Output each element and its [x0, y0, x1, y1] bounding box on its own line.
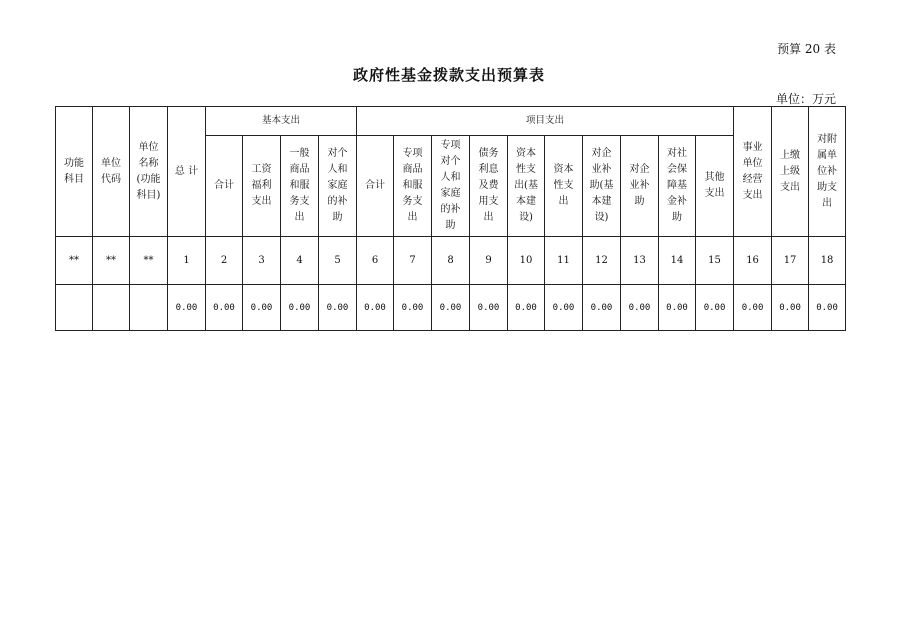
data-cell: 0.00: [394, 285, 432, 331]
header-unit-name: 单位 名称 (功能 科目): [130, 107, 168, 237]
index-cell: 11: [545, 237, 583, 285]
header-remit-superior: 上缴 上级 支出: [772, 107, 809, 237]
data-cell: [93, 285, 130, 331]
index-cell: 4: [281, 237, 319, 285]
unit-label: 单位：万元: [775, 92, 836, 106]
header-subsidiary-subsidy: 对附 属单 位补 助支 出: [809, 107, 846, 237]
header-project-capital: 资本 性支 出: [545, 136, 583, 237]
data-cell: 0.00: [281, 285, 319, 331]
index-cell: 14: [659, 237, 696, 285]
header-institution-operating: 事业 单位 经营 支出: [734, 107, 772, 237]
form-number: 预算 20 表: [777, 42, 836, 56]
header-unit-code: 单位 代码: [93, 107, 130, 237]
header-basic-expenditure: 基本支出: [206, 107, 357, 136]
data-cell: 0.00: [659, 285, 696, 331]
header-basic-wages: 工资 福利 支出: [243, 136, 281, 237]
header-project-debt-interest: 债务 利息 及费 用支 出: [470, 136, 508, 237]
data-cell: 0.00: [734, 285, 772, 331]
index-cell: 1: [168, 237, 206, 285]
data-cell: 0.00: [206, 285, 243, 331]
data-cell: 0.00: [696, 285, 734, 331]
header-project-enterprise-construction: 对企 业补 助(基 本建 设): [583, 136, 621, 237]
index-cell: 13: [621, 237, 659, 285]
data-cell: 0.00: [357, 285, 394, 331]
index-cell: 5: [319, 237, 357, 285]
header-project-special-household: 专项 对个 人和 家庭 的补 助: [432, 136, 470, 237]
header-project-subtotal: 合计: [357, 136, 394, 237]
data-cell: 0.00: [809, 285, 846, 331]
index-cell: 10: [508, 237, 545, 285]
header-project-social-security: 对社 会保 障基 金补 助: [659, 136, 696, 237]
index-cell: 7: [394, 237, 432, 285]
index-cell: **: [93, 237, 130, 285]
data-cell: [130, 285, 168, 331]
index-cell: 18: [809, 237, 846, 285]
header-basic-goods-services: 一般 商品 和服 务支 出: [281, 136, 319, 237]
index-cell: 16: [734, 237, 772, 285]
data-cell: 0.00: [583, 285, 621, 331]
header-project-enterprise-subsidy: 对企 业补 助: [621, 136, 659, 237]
header-basic-household-subsidy: 对个 人和 家庭 的补 助: [319, 136, 357, 237]
index-cell: 12: [583, 237, 621, 285]
index-cell: **: [130, 237, 168, 285]
index-cell: 9: [470, 237, 508, 285]
index-cell: **: [56, 237, 93, 285]
index-cell: 17: [772, 237, 809, 285]
data-cell: 0.00: [432, 285, 470, 331]
header-project-other: 其他 支出: [696, 136, 734, 237]
data-cell: 0.00: [319, 285, 357, 331]
data-cell: 0.00: [243, 285, 281, 331]
index-cell: 8: [432, 237, 470, 285]
index-cell: 3: [243, 237, 281, 285]
page-title: 政府性基金拨款支出预算表: [352, 66, 545, 84]
data-cell: 0.00: [508, 285, 545, 331]
index-cell: 6: [357, 237, 394, 285]
header-project-special-goods: 专项 商品 和服 务支 出: [394, 136, 432, 237]
budget-table: [55, 106, 846, 331]
data-cell: 0.00: [168, 285, 206, 331]
header-total: 总 计: [168, 107, 206, 237]
data-cell: 0.00: [621, 285, 659, 331]
index-cell: 15: [696, 237, 734, 285]
data-cell: 0.00: [470, 285, 508, 331]
table-row: [56, 285, 846, 331]
header-project-expenditure: 项目支出: [357, 107, 734, 136]
index-cell: 2: [206, 237, 243, 285]
index-row: [56, 237, 846, 285]
data-cell: [56, 285, 93, 331]
header-basic-subtotal: 合计: [206, 136, 243, 237]
data-cell: 0.00: [772, 285, 809, 331]
data-cell: 0.00: [545, 285, 583, 331]
header-project-capital-construction: 资本 性支 出(基 本建 设): [508, 136, 545, 237]
header-function-subject: 功能 科目: [56, 107, 93, 237]
